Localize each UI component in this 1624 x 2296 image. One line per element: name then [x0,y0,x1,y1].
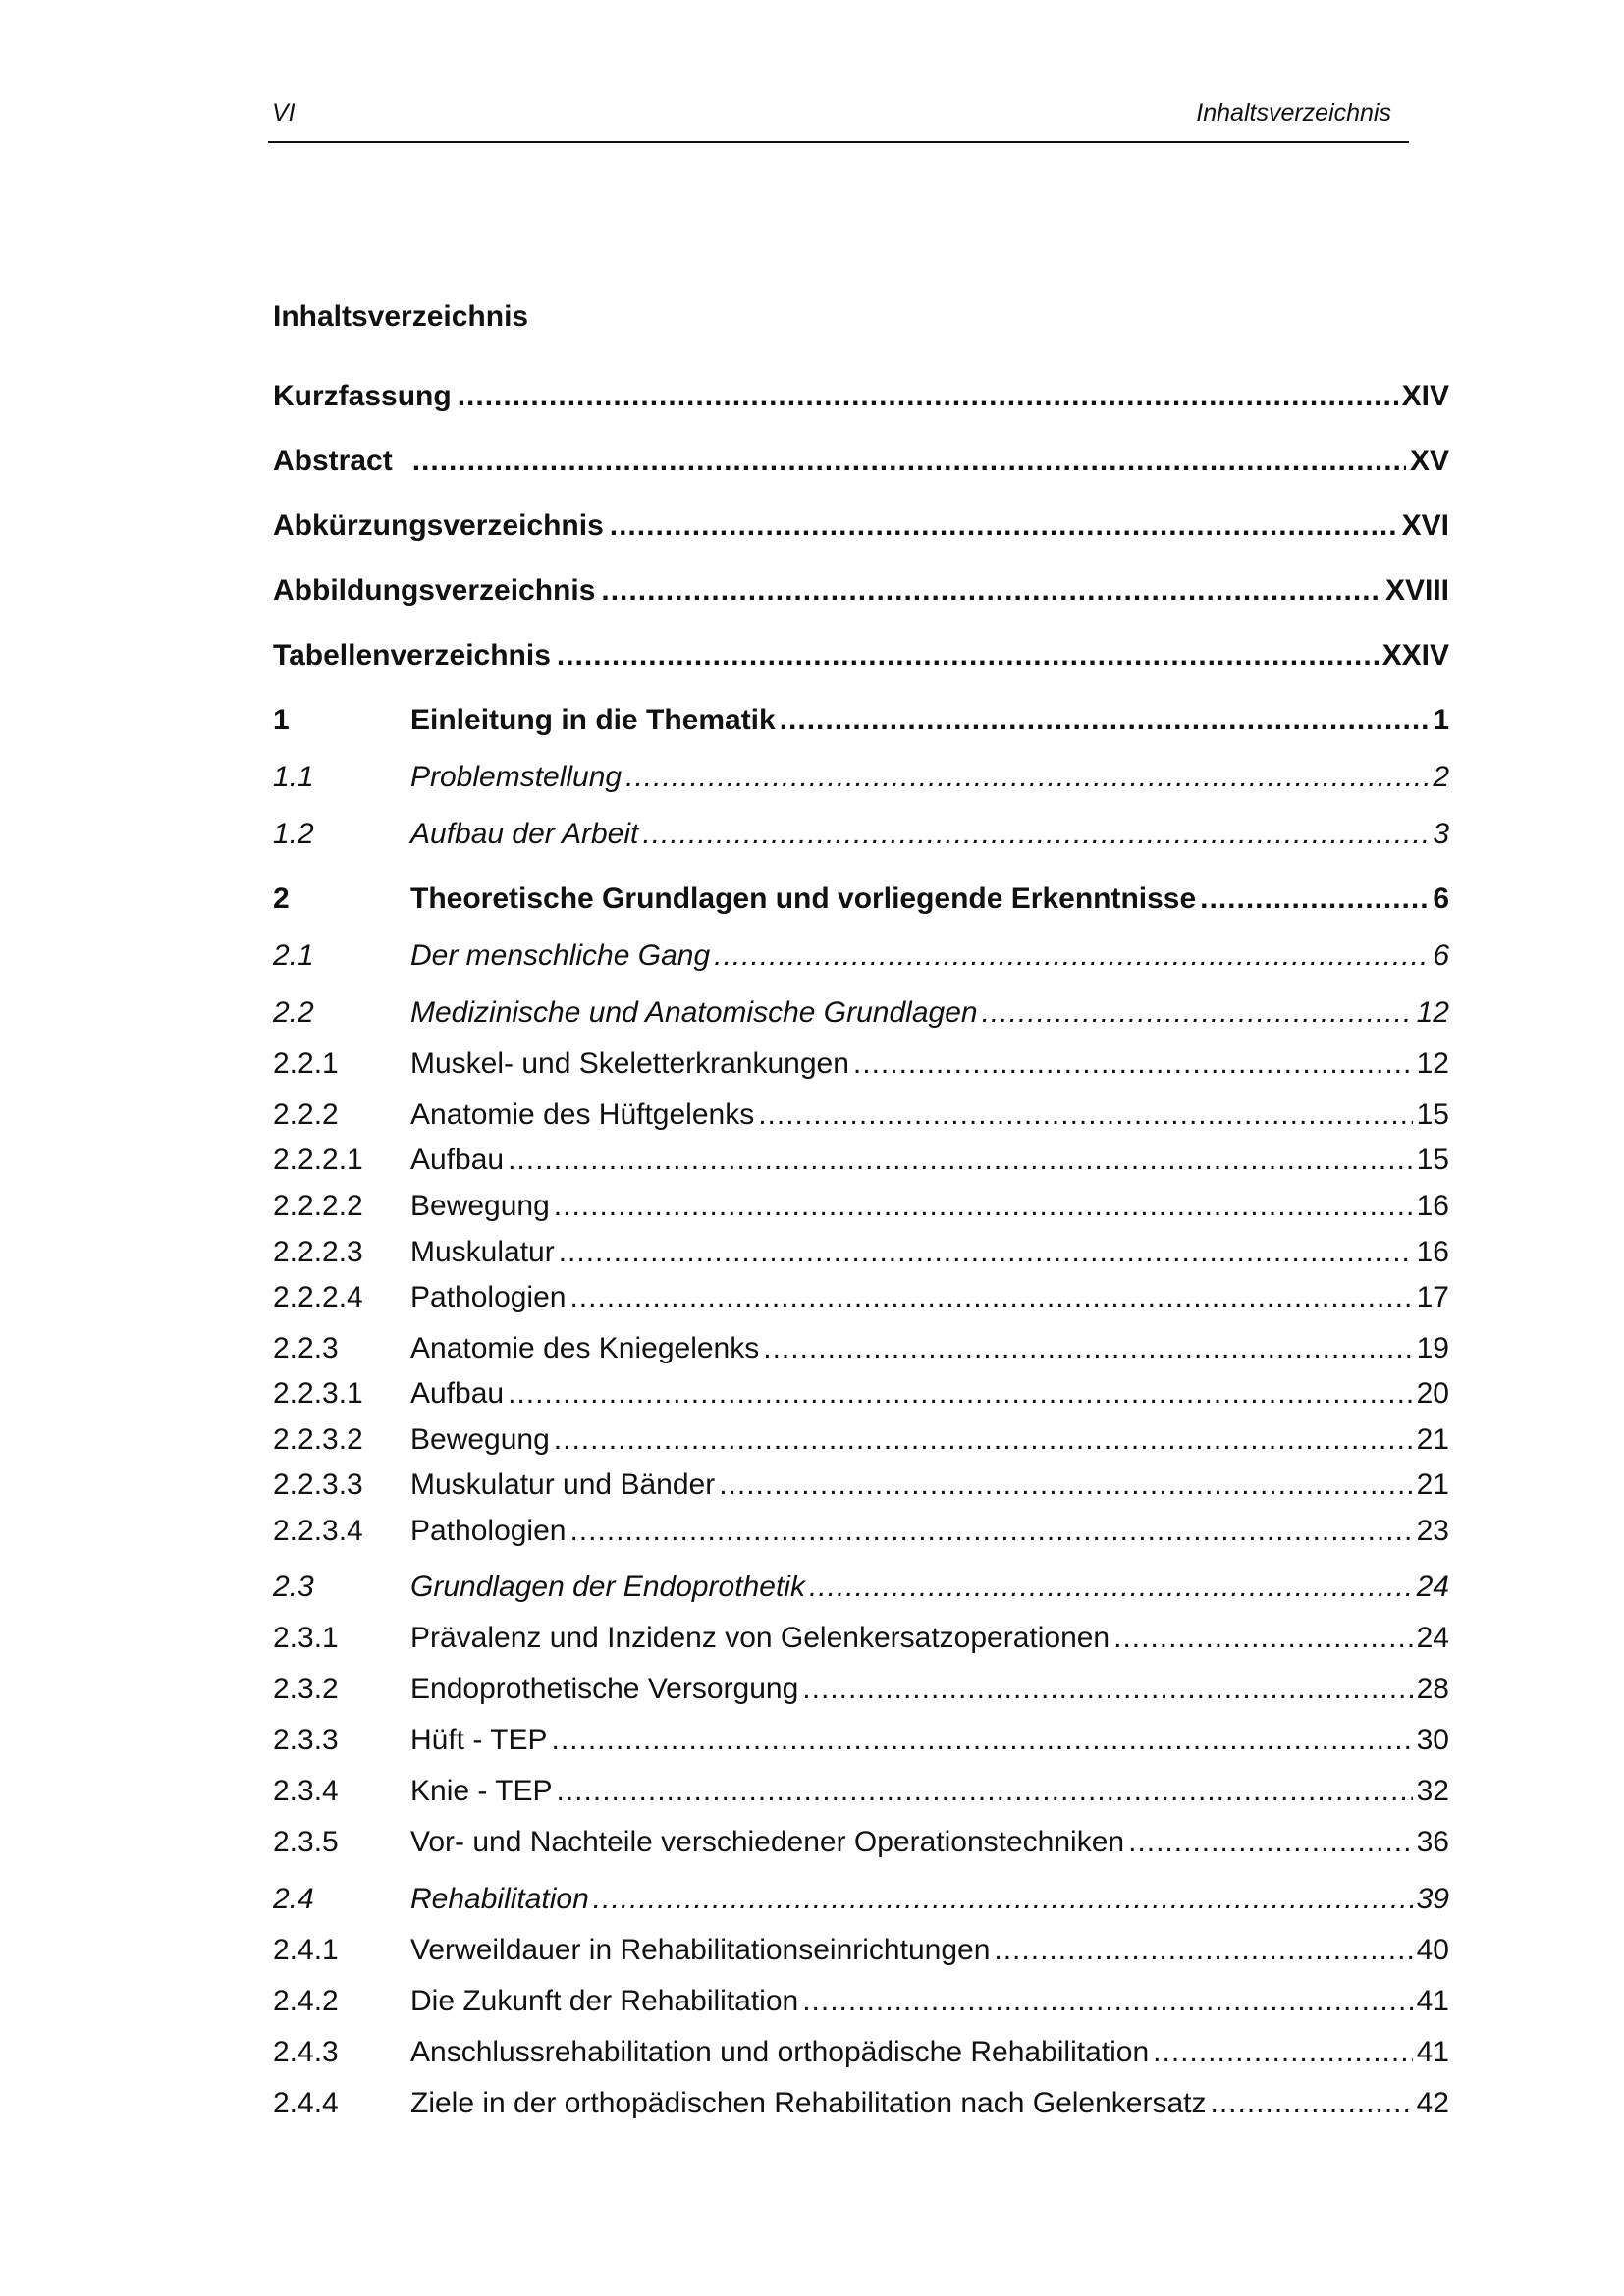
toc-entry-abbildungsverzeichnis[interactable] [273,571,1449,611]
toc-entry-page: XXIV [1381,639,1449,671]
toc-entry-title: Muskulatur [410,1236,555,1268]
toc-entry-page: 21 [1416,1423,1449,1456]
toc-dot-leader [601,571,1381,611]
toc-entry-page: 17 [1416,1281,1449,1313]
toc-entry-page: 41 [1416,2036,1449,2068]
toc-entry-title: Aufbau [410,1377,505,1410]
toc-dot-leader [1210,2084,1412,2123]
toc-entry-page: XV [1409,445,1449,477]
toc-entry-title: Vor- und Nachteile verschiedener Operationstechniken [410,1826,1125,1858]
toc-entry-title: Pathologien [410,1515,567,1547]
toc-entry-subsection[interactable] [273,1772,1449,1811]
toc-entry-abstract[interactable] [273,442,1449,481]
toc-entry-number: 2.2.3.3 [273,1468,363,1501]
header-page-number: VI [272,99,296,127]
toc-entry-section[interactable] [273,758,1449,797]
toc-entry-subsection[interactable] [273,1044,1449,1084]
toc-entry-number: 2.2.2.1 [273,1144,363,1176]
toc-dot-leader [642,815,1429,854]
toc-entry-number: 2.1 [273,939,314,972]
toc-entry-subsubsection[interactable] [273,1233,1449,1272]
toc-entry-subsubsection[interactable] [273,1141,1449,1180]
toc-entry-title: Prävalenz und Inzidenz von Gelenkersatzoperationen [410,1622,1110,1654]
toc-dot-leader [559,1233,1413,1272]
toc-entry-number: 2.3.5 [273,1826,339,1858]
toc-dot-leader [982,993,1413,1033]
toc-entry-section[interactable] [273,936,1449,976]
toc-entry-title: Anatomie des Kniegelenks [410,1332,760,1364]
toc-entry-page: XVIII [1384,574,1449,607]
toc-dot-leader [1200,880,1429,919]
toc-entry-subsection[interactable] [273,1329,1449,1368]
toc-entry-number: 2.4.1 [273,1934,339,1966]
toc-entry-title: Abkürzungsverzeichnis [273,509,604,542]
toc-entry-subsection[interactable] [273,2033,1449,2072]
toc-entry-kurzfassung[interactable] [273,377,1449,416]
toc-dot-leader [1153,2033,1412,2072]
toc-entry-subsection[interactable] [273,1095,1449,1135]
toc-entry-title: Aufbau [410,1144,505,1176]
toc-dot-leader [554,1420,1413,1460]
toc-entry-subsection[interactable] [273,1823,1449,1862]
toc-entry-page: 6 [1433,939,1449,972]
toc-dot-leader [780,701,1430,740]
toc-entry-title: Rehabilitation [410,1883,589,1915]
toc-entry-title: Muskulatur und Bänder [410,1468,716,1501]
toc-entry-number: 2.4.3 [273,2036,339,2068]
toc-dot-leader [557,1772,1413,1811]
toc-entry-subsubsection[interactable] [273,1374,1449,1414]
toc-entry-number: 2.3.1 [273,1622,339,1654]
toc-entry-page: 12 [1416,996,1449,1029]
toc-entry-title: Muskel- und Skeletterkrankungen [410,1047,849,1080]
toc-entry-chapter[interactable] [273,701,1449,740]
toc-entry-number: 2.4.4 [273,2087,339,2119]
toc-entry-subsection[interactable] [273,1931,1449,1970]
toc-entry-page: XVI [1401,509,1449,542]
toc-entry-title: Anatomie des Hüftgelenks [410,1098,755,1131]
toc-dot-leader [508,1141,1413,1180]
toc-dot-leader [853,1044,1413,1084]
toc-entry-page: 42 [1416,2087,1449,2119]
toc-entry-section[interactable] [273,1880,1449,1919]
toc-entry-title: Grundlagen der Endoprothetik [410,1571,805,1603]
toc-entry-number: 1.2 [273,818,314,850]
toc-entry-number: 2.2.2.2 [273,1190,363,1222]
toc-entry-page: 28 [1416,1673,1449,1705]
toc-entry-subsection[interactable] [273,1670,1449,1709]
toc-entry-title: Problemstellung [410,761,623,793]
toc-entry-title: Knie - TEP [410,1775,553,1807]
toc-entry-section[interactable] [273,815,1449,854]
toc-dot-leader [719,1466,1412,1505]
toc-entry-page: 40 [1416,1934,1449,1966]
toc-dot-leader [994,1931,1412,1970]
toc-entry-title: Bewegung [410,1190,550,1222]
toc-dot-leader [554,1187,1413,1226]
toc-entry-page: 32 [1416,1775,1449,1807]
toc-dot-leader [763,1329,1412,1368]
toc-dot-leader [714,936,1429,976]
toc-entry-subsubsection[interactable] [273,1278,1449,1317]
toc-entry-page: 1 [1433,704,1449,736]
toc-entry-page: XIV [1401,380,1449,412]
toc-entry-title: Tabellenverzeichnis [273,639,551,671]
toc-entry-section[interactable] [273,1568,1449,1607]
toc-entry-number: 2.2.2 [273,1098,339,1131]
toc-entry-title: Bewegung [410,1423,550,1456]
toc-entry-title: Aufbau der Arbeit [410,818,639,850]
toc-entry-subsubsection[interactable] [273,1512,1449,1551]
toc-entry-title: Kurzfassung [273,380,452,412]
toc-dot-leader [625,758,1429,797]
toc-dot-leader [610,507,1398,546]
toc-entry-page: 30 [1416,1724,1449,1756]
toc-entry-number: 2.2 [273,996,314,1029]
toc-dot-leader [802,1982,1412,2021]
toc-dot-leader [1128,1823,1413,1862]
toc-entry-number: 2.2.3.2 [273,1423,363,1456]
toc-entry-title: Endoprothetische Versorgung [410,1673,799,1705]
running-header [268,98,1409,143]
toc-dot-leader [557,636,1379,675]
toc-entry-page: 20 [1416,1377,1449,1410]
toc-entry-page: 12 [1416,1047,1449,1080]
toc-entry-page: 2 [1433,761,1449,793]
toc-entry-number: 1.1 [273,761,314,793]
toc-entry-title: Anschlussrehabilitation und orthopädische Rehabilitation [410,2036,1150,2068]
toc-entry-subsection[interactable] [273,1982,1449,2021]
toc-dot-leader [508,1374,1413,1414]
toc-entry-number: 2 [273,882,290,915]
toc-entry-number: 2.3.2 [273,1673,339,1705]
toc-entry-number: 2.4 [273,1883,314,1915]
toc-entry-subsection[interactable] [273,1619,1449,1658]
toc-entry-number: 2.3.3 [273,1724,339,1756]
toc-entry-title: Die Zukunft der Rehabilitation [410,1985,799,2017]
toc-dot-leader [802,1670,1412,1709]
toc-entry-page: 19 [1416,1332,1449,1364]
toc-entry-number: 2.2.2.4 [273,1281,363,1313]
toc-entry-page: 24 [1416,1571,1449,1603]
toc-entry-number: 2.2.2.3 [273,1236,363,1268]
toc-entry-tabellenverzeichnis[interactable] [273,636,1449,675]
toc-dot-leader [458,377,1398,416]
toc-entry-number: 2.2.1 [273,1047,339,1080]
toc-entry-page: 21 [1416,1468,1449,1501]
toc-entry-title: Theoretische Grundlagen und vorliegende Erkenntnisse [410,882,1197,915]
toc-entry-subsubsection[interactable] [273,1187,1449,1226]
toc-entry-number: 2.3 [273,1571,314,1603]
toc-heading: Inhaltsverzeichnis [273,300,529,333]
toc-entry-title: Der menschliche Gang [410,939,711,972]
toc-entry-page: 41 [1416,1985,1449,2017]
toc-entry-page: 16 [1416,1190,1449,1222]
toc-dot-leader [809,1568,1413,1607]
toc-entry-page: 36 [1416,1826,1449,1858]
toc-dot-leader [1113,1619,1413,1658]
toc-dot-leader [758,1095,1412,1135]
toc-entry-abkuerzungsverzeichnis[interactable] [273,507,1449,546]
toc-entry-title: Abstract [273,445,393,477]
toc-entry-title: Abbildungsverzeichnis [273,574,596,607]
toc-entry-subsection[interactable] [273,2084,1449,2123]
toc-dot-leader [593,1880,1413,1919]
toc-entry-page: 6 [1433,882,1449,915]
toc-entry-title: Einleitung in die Thematik [410,704,776,736]
toc-entry-number: 2.2.3 [273,1332,339,1364]
toc-entry-title: Verweildauer in Rehabilitationseinrichtungen [410,1934,991,1966]
toc-dot-leader [412,442,1406,481]
toc-dot-leader [569,1278,1412,1317]
toc-entry-title: Hüft - TEP [410,1724,548,1756]
header-section-title: Inhaltsverzeichnis [1196,99,1391,127]
toc-entry-title: Ziele in der orthopädischen Rehabilitation nach Gelenkersatz [410,2087,1207,2119]
toc-entry-number: 2.4.2 [273,1985,339,2017]
toc-entry-subsubsection[interactable] [273,1420,1449,1460]
toc-dot-leader [569,1512,1412,1551]
toc-dot-leader [551,1721,1412,1760]
toc-entry-title: Pathologien [410,1281,567,1313]
toc-entry-page: 24 [1416,1622,1449,1654]
toc-entry-page: 16 [1416,1236,1449,1268]
toc-entry-section[interactable] [273,993,1449,1033]
toc-entry-page: 15 [1416,1144,1449,1176]
toc-entry-number: 2.2.3.4 [273,1515,363,1547]
toc-entry-page: 23 [1416,1515,1449,1547]
toc-entry-number: 2.2.3.1 [273,1377,363,1410]
toc-entry-number: 2.3.4 [273,1775,339,1807]
toc-entry-title: Medizinische und Anatomische Grundlagen [410,996,978,1029]
toc-entry-page: 39 [1416,1883,1449,1915]
toc-entry-subsection[interactable] [273,1721,1449,1760]
toc-entry-number: 1 [273,704,290,736]
toc-entry-page: 15 [1416,1098,1449,1131]
toc-entry-subsubsection[interactable] [273,1466,1449,1505]
toc-entry-page: 3 [1433,818,1449,850]
toc-entry-chapter[interactable] [273,880,1449,919]
